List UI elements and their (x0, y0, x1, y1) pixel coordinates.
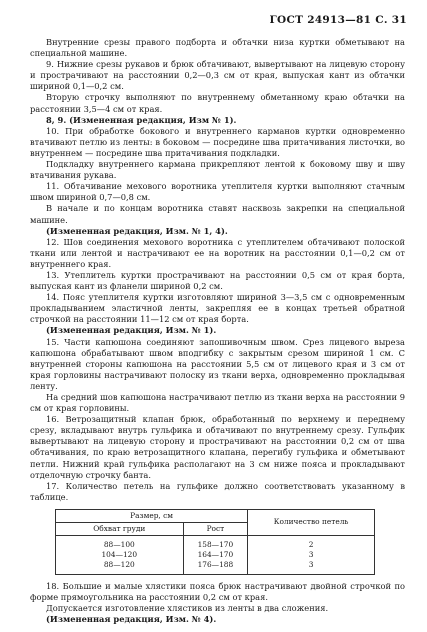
table-header-size: Размер, см (56, 509, 248, 522)
paragraphs-top (30, 37, 405, 503)
paragraph: Внутренние срезы правого подборта и обтачки низа куртки обметывают на специальной машине. (30, 37, 405, 59)
paragraph: 10. При обработке бокового и внутреннего карманов куртки одновременно втачивают петлю из ленты: в боковом — посредине шва притачивания листочки, во внутреннем — посредине шва притачивания подкладки. (30, 125, 405, 158)
paragraph: 9. Нижние срезы рукавов и брюк обтачивают, вывертывают на лицевую сторону и прострачивают на расстоянии 0,2—0,3 см от края, выпуская кант из обтачки шириной 0,1—0,2 см. (30, 59, 405, 92)
table-cell: 88—120 (103, 559, 135, 569)
table-cell: 3 (308, 549, 314, 559)
paragraphs-bottom (30, 581, 405, 625)
paragraph: В начале и по концам воротника ставят насквозь закрепки на специальной машине. (30, 203, 405, 225)
paragraph: 11. Обтачивание мехового воротника утеплителя куртки выполняют стачным швом шириной 0,7—0,8 см. (30, 181, 405, 203)
table-count-cell (248, 535, 375, 574)
table-cell: 158—170 (197, 539, 234, 549)
table-header-count: Количество петель (248, 509, 375, 535)
paragraph: 16. Ветрозащитный клапан брюк, обработанный по верхнему и переднему срезу, вкладывают внутрь гульфика и обтачивают по внутреннему срезу. Гульфик вывертывают на лицевую сторону и прострачивают на расстоянии 0,2 см от шва обтачивания, по краю ветрозащитного клапана, перегибу гульфика и обметывают петли. Нижний край гульфика располагают на 3 см ниже пояса и прокладывают отделочную строчку банта. (30, 414, 405, 480)
paragraph: (Измененная редакция, Изм. № 4). (46, 614, 217, 625)
paragraph: (Измененная редакция, Изм. № 1, 4). (46, 225, 228, 236)
document-body (30, 37, 405, 625)
paragraph: 14. Пояс утеплителя куртки изготовляют шириной 3—3,5 см с одновременным прокладыванием эластичной ленты, закрепляя ее в концах третьей обратной строчкой на расстоянии 11—12 см от края борта. (30, 292, 405, 325)
table-cell: 104—120 (101, 549, 138, 559)
paragraph: (Измененная редакция, Изм. № 1). (46, 325, 217, 336)
table-cell: 2 (308, 539, 314, 549)
table-girth-cell (56, 535, 184, 574)
paragraph: На средний шов капюшона настрачивают петлю из ткани верха на расстоянии 9 см от края горловины. (30, 392, 405, 414)
paragraph: 18. Большие и малые хлястики пояса брюк настрачивают двойной строчкой по форме прямоугольника на расстоянии 0,2 см от края. (30, 580, 405, 603)
table-header-girth: Обхват груди (56, 522, 184, 535)
paragraph: 13. Утеплитель куртки прострачивают на расстоянии 0,5 см от края борта, выпуская кант из фланели шириной 0,2 см. (30, 269, 405, 292)
table-cell: 164—170 (197, 549, 234, 559)
table-cell: 176—188 (197, 559, 234, 569)
table-cell: 88—100 (103, 539, 135, 549)
paragraph: Вторую строчку выполняют по внутреннему обметанному краю обтачки на расстоянии 3,5—4 см от края. (30, 92, 405, 114)
page-header: ГОСТ 24913—81 С. 31 (269, 14, 407, 26)
paragraph: 12. Шов соединения мехового воротника с утеплителем обтачивают полоской ткани или лентой и настрачивают ее на воротник на расстоянии 0,1—0,2 см от внутреннего края. (30, 236, 405, 269)
table-height-cell (183, 535, 248, 574)
paragraph: 17. Количество петель на гульфике должно соответствовать указанному в таблице. (30, 480, 405, 502)
table-header-height: Рост (183, 522, 248, 535)
table-cell: 3 (308, 559, 314, 569)
paragraph: 8, 9. (Измененная редакция, Изм № 1). (46, 114, 237, 125)
paragraph: Допускается изготовление хлястиков из ленты в два сложения. (46, 603, 329, 614)
button-count-table (55, 509, 375, 575)
paragraph: 15. Части капюшона соединяют запошивочным швом. Срез лицевого выреза капюшона обрабатывают швом вподгибку с закрытым срезом шириной 1 см. С внутренней стороны капюшона на расстоянии 5,5 см от лицевого края и 3 см от края горловины настрачивают полоску из ткани верха, одновременно прокладывая ленту. (30, 336, 405, 391)
paragraph: Подкладку внутреннего кармана прикрепляют лентой к боковому шву и шву втачивания рукава. (30, 159, 405, 181)
